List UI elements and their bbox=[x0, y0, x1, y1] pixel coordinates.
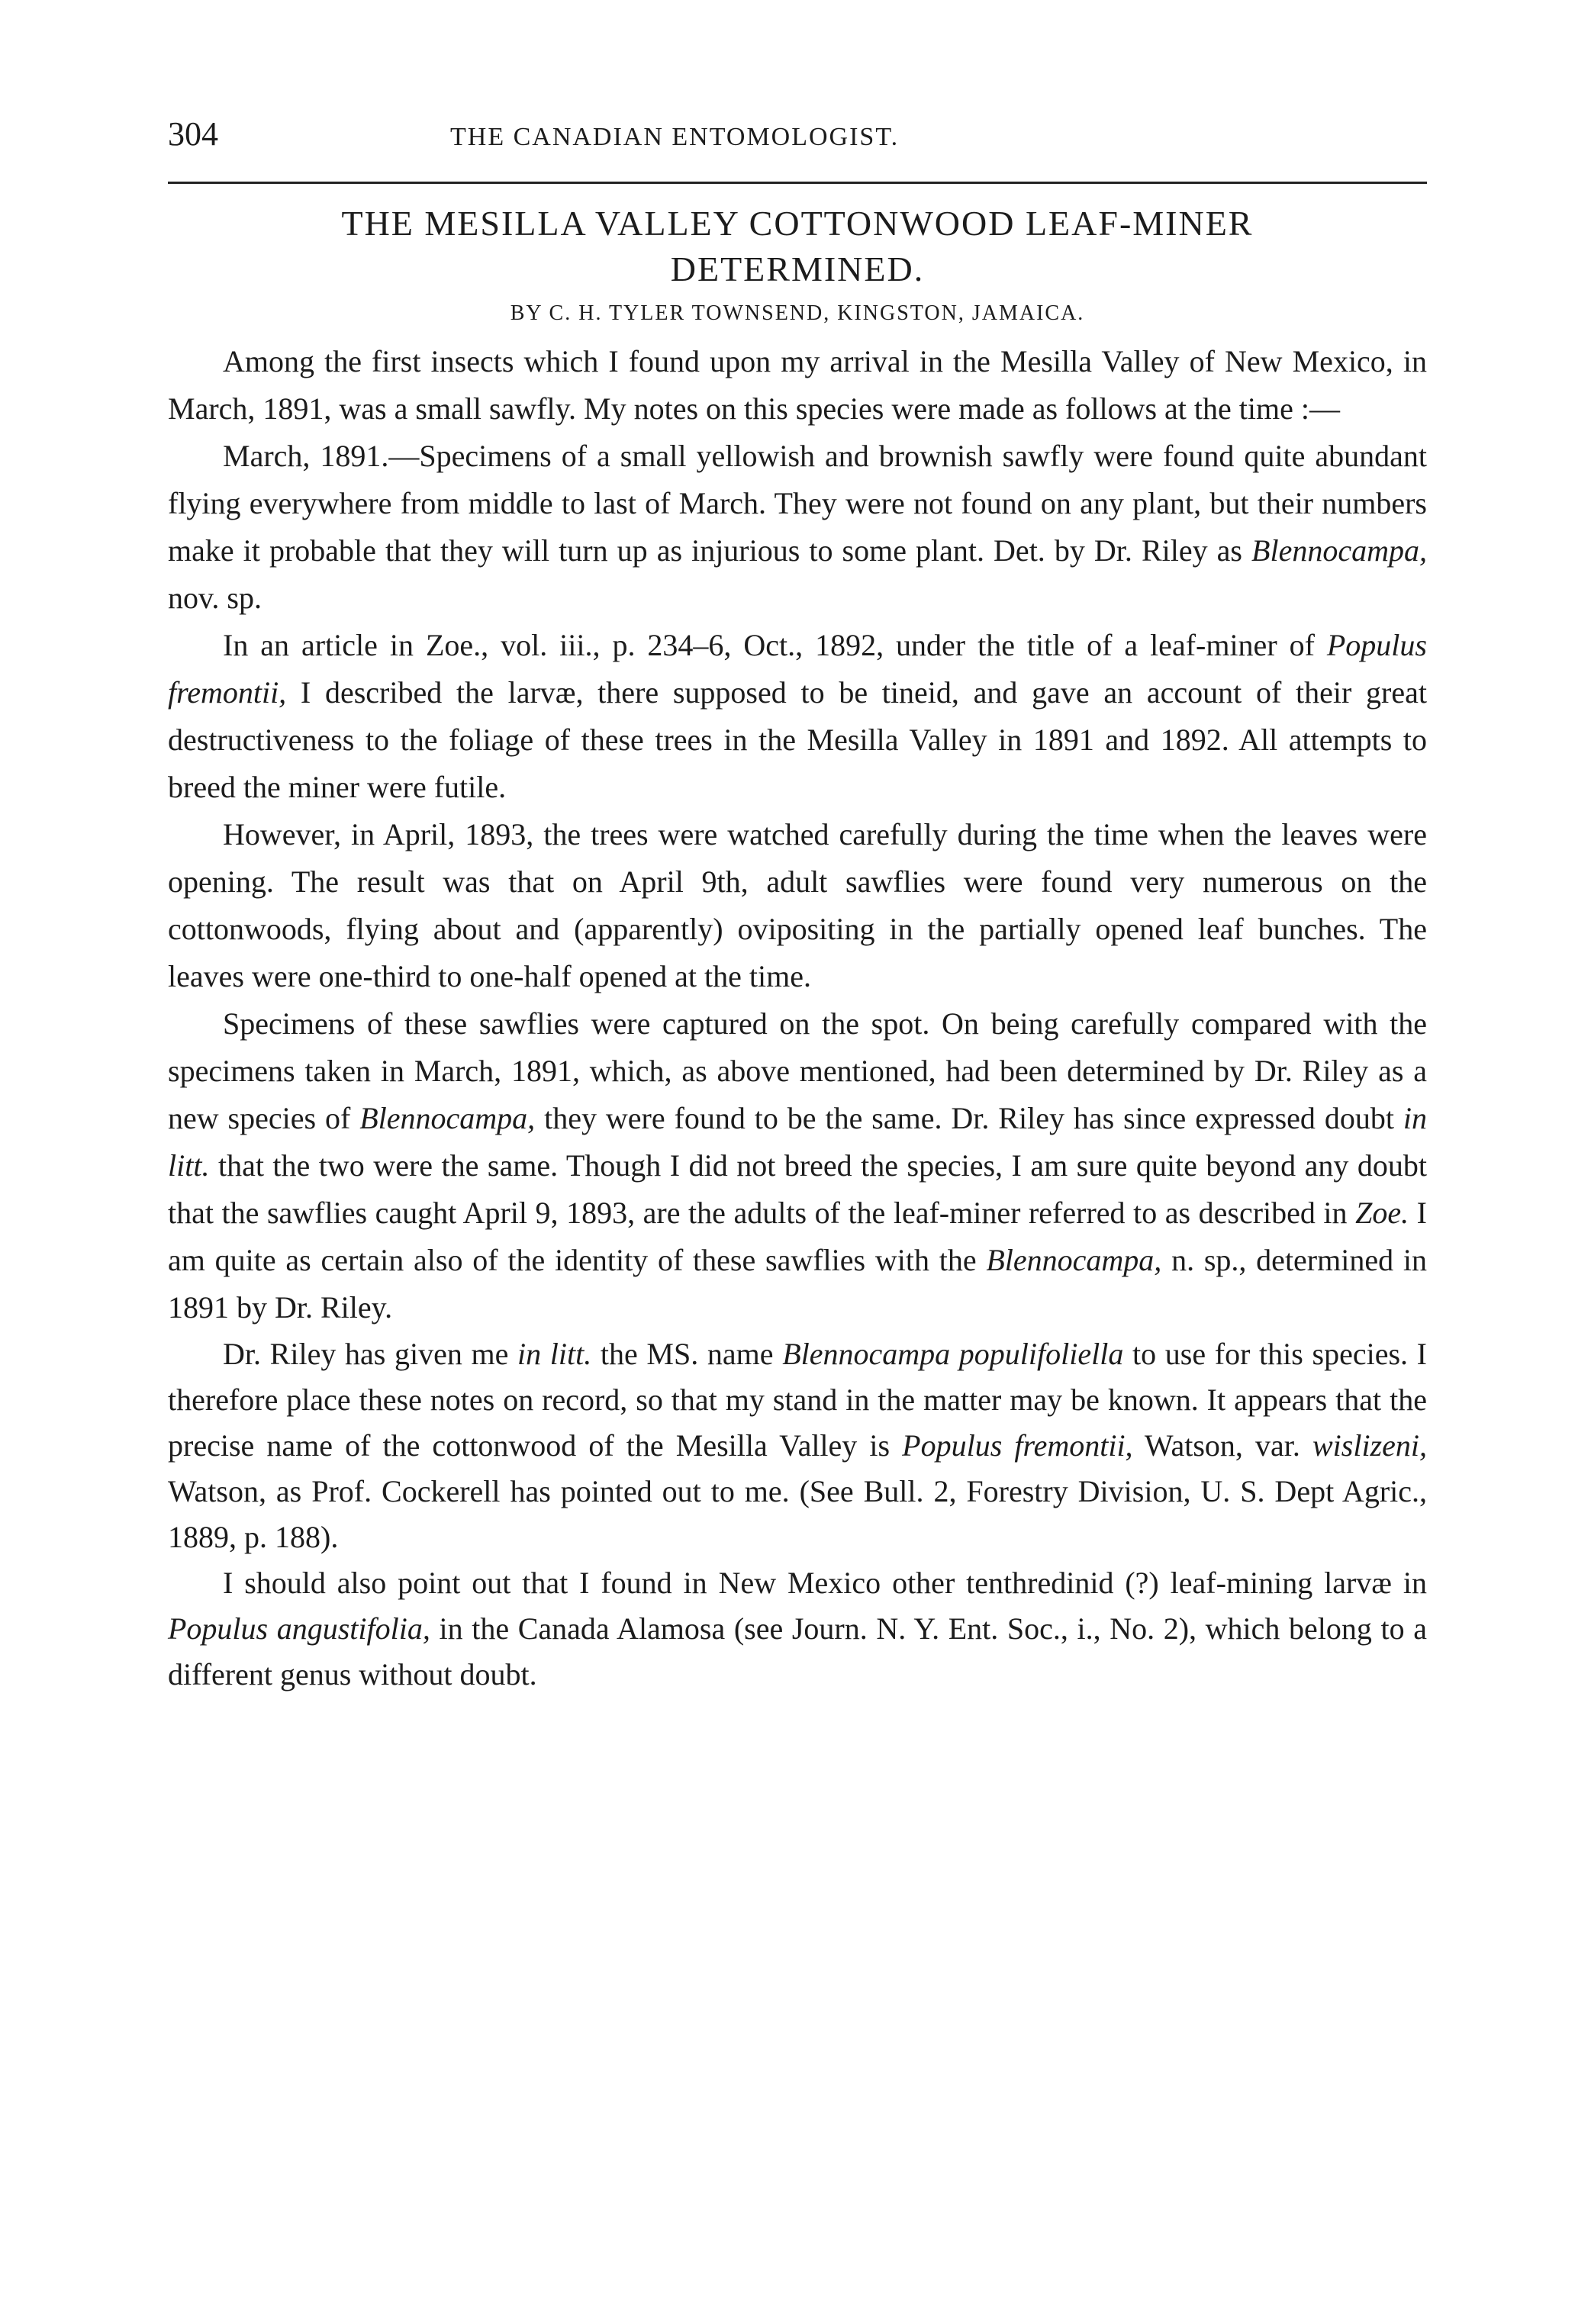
species-name-populus-fremontii: Populus fremontii, bbox=[902, 1428, 1133, 1463]
paragraph-7 bbox=[168, 1560, 1427, 1698]
species-name-populus-fremontii: Populus fremontii, bbox=[168, 628, 1427, 710]
paragraph-6-text-g: Watson, var. bbox=[1132, 1428, 1312, 1463]
paragraph-2 bbox=[168, 433, 1427, 622]
journal-title: THE CANADIAN ENTOMOLOGIST. bbox=[450, 123, 900, 151]
paragraph-5-text-c: they were found to be the same. Dr. Riley has since expressed doubt bbox=[535, 1101, 1403, 1135]
paragraph-6-text-i: Watson, as Prof. Cockerell has pointed out to me. (See Bull. 2, Forestry Division, U. S. Dept Agric., 1889, p. 188). bbox=[168, 1474, 1427, 1554]
species-name-populus-angustifolia: Populus angustifolia, bbox=[168, 1611, 430, 1646]
paragraph-5-text-e: that the two were the same. Though I did not breed the species, I am sure quite beyond any doubt that the sawflies caught April 9, 1893, are the adults of the leaf-miner referred to as described in bbox=[168, 1148, 1427, 1230]
paragraph-5-text-g: I am quite as certain also of the identity of these sawflies with the bbox=[168, 1196, 1427, 1277]
paragraph-6 bbox=[168, 1331, 1427, 1560]
paragraph-3-text-end: I described the larvæ, there supposed to be tineid, and gave an account of their great destructiveness to the foliage of these trees in the Mesilla Valley in 1891 and 1892. All attempts to breed the miner were futile. bbox=[168, 675, 1427, 804]
byline: BY C. H. TYLER TOWNSEND, KINGSTON, JAMAICA. bbox=[510, 301, 1085, 325]
variety-name-wislizeni: wislizeni, bbox=[1312, 1428, 1427, 1463]
paragraph-4: However, in April, 1893, the trees were watched carefully during the time when the leaves were opening. The result was that on April 9th, adult sawflies were found very numerous on the cottonwoods, flying about and (apparently) ovipositing in the partially opened leaf bunches. The leaves were one-third to one-half opened at the time. bbox=[168, 817, 1427, 993]
paragraph-2-text: March, 1891.—Specimens of a small yellowish and brownish sawfly were found quite abundant flying everywhere from middle to last of March. They were not found on any plant, but their numbers make it probable that they will turn up as injurious to some plant. Det. by Dr. Riley as bbox=[168, 439, 1427, 568]
article-title-line-2: DETERMINED. bbox=[670, 249, 925, 288]
article-title-line-1: THE MESILLA VALLEY COTTONWOOD LEAF-MINER bbox=[341, 204, 1254, 243]
in-litt-term: in litt. bbox=[517, 1337, 592, 1371]
paragraph-6-text-e: to use for this species. I therefore place these notes on record, so that my stand in the matter may be known. It appears that the precise name of the cottonwood of the Mesilla Valley is bbox=[168, 1337, 1427, 1463]
paragraph-7-text-a: I should also point out that I found in New Mexico other tenthredinid (?) leaf-mining larvæ in bbox=[223, 1566, 1427, 1600]
paragraph-6-text-a: Dr. Riley has given me bbox=[223, 1337, 518, 1371]
paragraph-5-text-a: Specimens of these sawflies were captured on the spot. On being carefully compared with the specimens taken in March, 1891, which, as above mentioned, had been determined by Dr. Riley as a new species of bbox=[168, 1006, 1427, 1135]
genus-name-blennocampa: Blennocampa, bbox=[986, 1243, 1162, 1277]
paragraph-5-text-i: n. sp., determined in 1891 by Dr. Riley. bbox=[168, 1243, 1427, 1325]
journal-name-zoe: Zoe. bbox=[1355, 1196, 1409, 1230]
paragraph-5 bbox=[168, 1000, 1427, 1331]
paragraph-7-text-c: in the Canada Alamosa (see Journ. N. Y. Ent. Soc., i., No. 2), which belong to a different genus without doubt. bbox=[168, 1611, 1428, 1691]
page-number: 304 bbox=[168, 115, 218, 153]
paragraph-1: Among the first insects which I found upon my arrival in the Mesilla Valley of New Mexico, in March, 1891, was a small sawfly. My notes on this species were made as follows at the time :— bbox=[168, 344, 1427, 426]
page bbox=[168, 114, 1427, 1698]
paragraph-6-text-c: the MS. name bbox=[591, 1337, 783, 1371]
paragraph-3-text: In an article in Zoe., vol. iii., p. 234–6, Oct., 1892, under the title of a leaf-miner of bbox=[223, 628, 1327, 662]
genus-name-blennocampa: Blennocampa, bbox=[359, 1101, 536, 1135]
header-rule bbox=[168, 182, 1427, 184]
species-name-blennocampa-populifoliella: Blennocampa populifoliella bbox=[782, 1337, 1124, 1371]
in-litt-term: in litt. bbox=[168, 1101, 1428, 1183]
running-head bbox=[168, 114, 1427, 175]
genus-name-blennocampa: Blennocampa, bbox=[1251, 533, 1427, 568]
paragraph-3 bbox=[168, 622, 1427, 811]
article-body bbox=[168, 338, 1427, 1698]
paragraph-2-text-end: nov. sp. bbox=[168, 581, 262, 615]
article-title bbox=[168, 201, 1427, 292]
